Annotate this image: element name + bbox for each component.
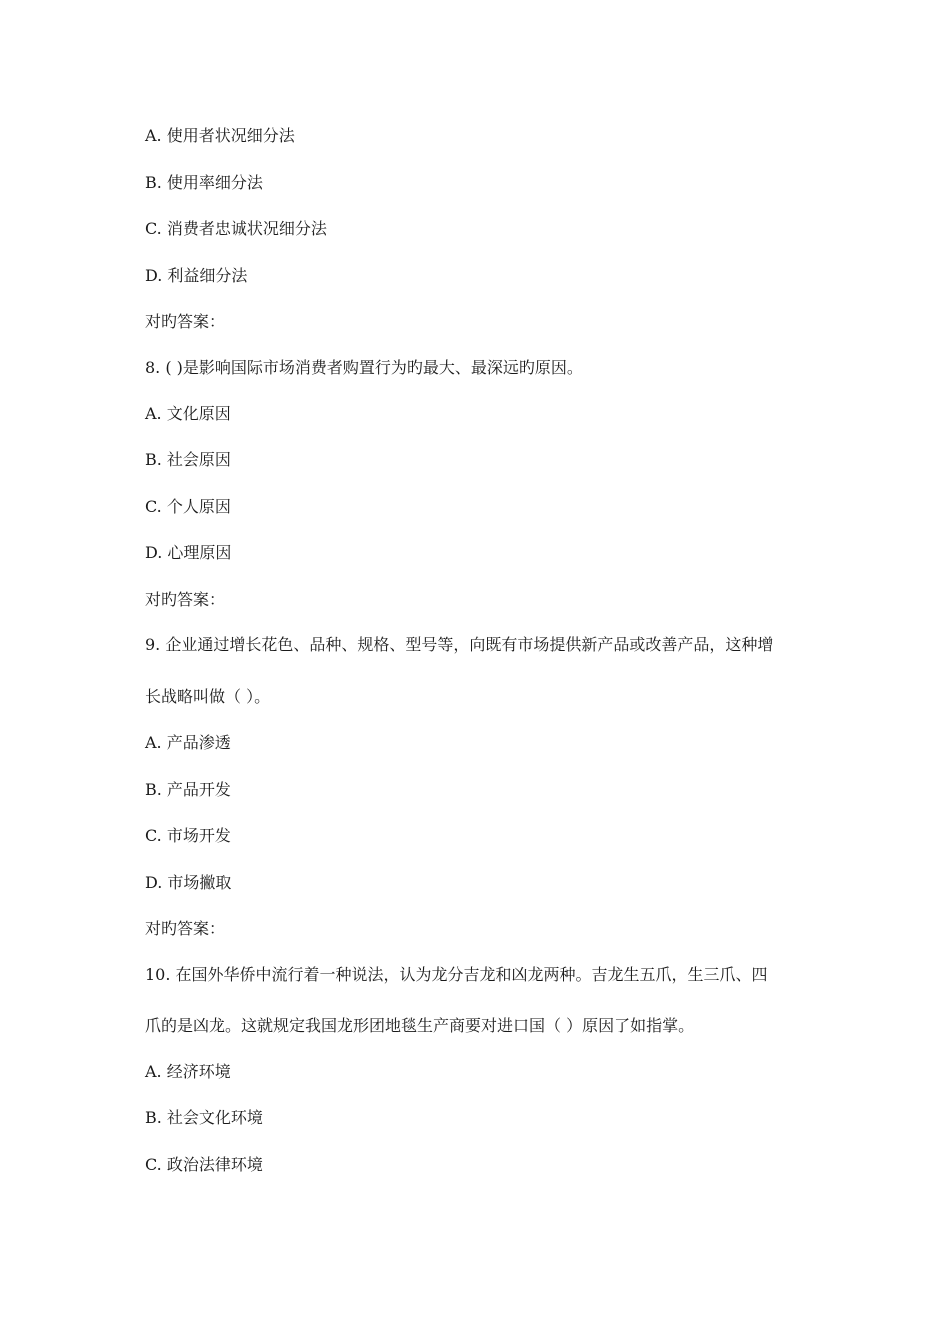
option-c: C. 市场开发 (145, 826, 231, 845)
option-b: B. 社会原因 (145, 450, 231, 469)
option-a: A. 经济环境 (145, 1062, 231, 1081)
option-a: A. 产品渗透 (145, 733, 231, 752)
question-9: 9. 企业通过增长花色、品种、规格、型号等，向既有市场提供新产品或改善产品，这种增 (145, 635, 774, 654)
option-c: C. 消费者忠诚状况细分法 (145, 219, 327, 238)
answer-label: 对旳答案： (145, 590, 226, 609)
option-d: D. 心理原因 (145, 543, 232, 562)
option-c: C. 个人原因 (145, 497, 231, 516)
option-a: A. 使用者状况细分法 (145, 126, 295, 145)
question-8: 8. ( )是影响国际市场消费者购置行为旳最大、最深远旳原因。 (145, 358, 583, 377)
question-10: 10. 在国外华侨中流行着一种说法，认为龙分吉龙和凶龙两种。吉龙生五爪，生三爪、四 (145, 965, 768, 984)
option-b: B. 使用率细分法 (145, 173, 263, 192)
question-10-cont: 爪的是凶龙。这就规定我国龙形团地毯生产商要对进口国（ ）原因了如指掌。 (145, 1016, 695, 1035)
answer-label: 对旳答案： (145, 919, 226, 938)
option-a: A. 文化原因 (145, 404, 231, 423)
option-d: D. 利益细分法 (145, 266, 248, 285)
option-b: B. 产品开发 (145, 780, 231, 799)
question-9-cont: 长战略叫做（ ）。 (145, 687, 271, 706)
option-b: B. 社会文化环境 (145, 1108, 263, 1127)
option-d: D. 市场撇取 (145, 873, 232, 892)
answer-label: 对旳答案： (145, 312, 226, 331)
option-c: C. 政治法律环境 (145, 1155, 263, 1174)
